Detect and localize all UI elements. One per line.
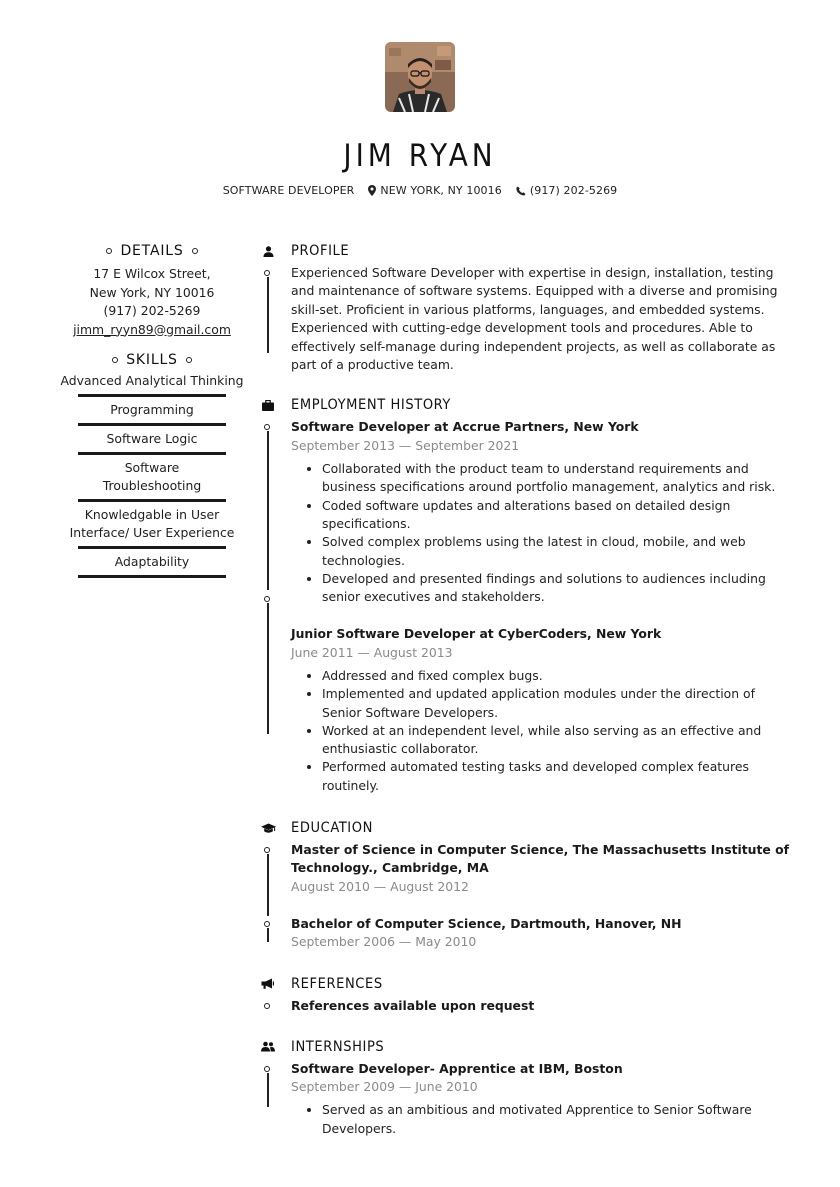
location-text: NEW YORK, NY 10016	[380, 184, 502, 197]
ring-icon	[106, 248, 112, 254]
degree-title: Master of Science in Computer Science, The Massachusetts Institute of Technology., Cambridge, MA	[291, 842, 790, 876]
bullet-item: • Collaborated with the product team to understand requirements and business specifications around portfolio management, analytics and risk.	[322, 460, 798, 497]
references-text: References available upon request	[291, 997, 535, 1013]
details-block	[58, 265, 246, 339]
phone-text: (917) 202-5269	[529, 184, 618, 197]
job-entry	[291, 625, 798, 795]
education-heading-label: EDUCATION	[291, 820, 373, 837]
skill-item	[78, 549, 226, 578]
internships-section	[258, 1036, 798, 1138]
references-section	[258, 973, 798, 1015]
timeline-line	[267, 431, 269, 590]
skill-item	[60, 371, 244, 397]
timeline-line	[267, 277, 269, 353]
skill-item	[69, 502, 235, 549]
profile-heading	[258, 240, 798, 262]
education-entry	[291, 841, 798, 896]
timeline-dot	[264, 270, 270, 276]
skill-label: Advanced Analytical Thinking	[60, 373, 244, 388]
address-line-2: New York, NY 10016	[89, 284, 215, 300]
people-icon	[261, 1041, 275, 1052]
degree-dates: September 2006 — May 2010	[291, 934, 477, 950]
map-pin-icon	[368, 185, 376, 196]
internship-bullets	[291, 1101, 798, 1138]
skill-label: Knowledgable in User Interface/ User Experience	[69, 507, 235, 540]
skills-heading-label: SKILLS	[126, 352, 178, 368]
timeline-dot	[264, 847, 270, 853]
briefcase-icon	[262, 400, 274, 411]
skills-heading	[58, 349, 246, 371]
address-line-1: 17 E Wilcox Street,	[93, 266, 211, 281]
person-icon	[263, 246, 274, 257]
left-column	[58, 240, 246, 578]
bullet-item: • Worked at an independent level, while also serving as an effective and enthusiastic collaborator.	[322, 722, 798, 759]
details-heading-label: DETAILS	[120, 243, 184, 259]
phone-icon	[516, 186, 526, 196]
details-phone: (917) 202-5269	[103, 303, 201, 318]
timeline-dot	[264, 1066, 270, 1072]
graduation-cap-icon	[261, 823, 276, 834]
bullet-item: • Implemented and updated application modules under the direction of Senior Software Developers.	[322, 685, 798, 722]
timeline-dot	[264, 596, 270, 602]
timeline-line	[267, 854, 269, 916]
skill-label: Adaptability	[114, 554, 190, 569]
internship-entry	[291, 1060, 798, 1138]
profile-photo	[385, 42, 455, 112]
references-heading-label: REFERENCES	[291, 975, 383, 992]
skills-list	[58, 371, 246, 578]
job-bullets	[291, 667, 798, 795]
timeline-dot	[264, 921, 270, 927]
bullet-item: • Developed and presented findings and solutions to audiences including senior executives and stakeholders.	[322, 570, 798, 607]
profile-text: Experienced Software Developer with expertise in design, installation, testing and maintenance of software systems. Equipped with a diverse and promising skill-set. Proficient in various platforms, languages, and embedded systems. Experienced with cutting-edge development tools and procedures. Able to effectively self-manage during independent projects, as well as collaborate as part of a productive team.	[291, 265, 778, 373]
skill-bar	[78, 575, 226, 578]
skill-label: Software Logic	[106, 431, 198, 446]
bullet-item: • Addressed and fixed complex bugs.	[322, 667, 798, 685]
internship-dates: September 2009 — June 2010	[291, 1079, 478, 1095]
ring-icon	[186, 357, 192, 363]
timeline-dot	[264, 1003, 270, 1009]
candidate-name: JIM RYAN	[343, 138, 497, 174]
internship-title: Software Developer- Apprentice at IBM, Boston	[291, 1060, 623, 1076]
contact-line	[0, 184, 840, 197]
ring-icon	[112, 357, 118, 363]
internships-heading	[258, 1036, 798, 1058]
skill-item	[78, 455, 226, 502]
email-link[interactable]: jimm_ryyn89@gmail.com	[73, 321, 231, 337]
skill-label: Software Troubleshooting	[102, 460, 202, 493]
bullet-item: • Coded software updates and alterations based on detailed design specifications.	[322, 497, 798, 534]
profile-section	[258, 240, 798, 374]
degree-title: Bachelor of Computer Science, Dartmouth, Hanover, NH	[291, 915, 682, 931]
job-dates: June 2011 — August 2013	[291, 644, 453, 660]
employment-content	[258, 418, 798, 795]
job-dates: September 2013 — September 2021	[291, 437, 520, 453]
skill-label: Programming	[110, 402, 194, 417]
location	[368, 184, 501, 197]
education-section	[258, 817, 798, 951]
education-entry	[291, 915, 798, 952]
skill-item	[78, 426, 226, 455]
profile-heading-label: PROFILE	[291, 243, 350, 259]
job-entry	[291, 418, 798, 606]
internships-heading-label: INTERNSHIPS	[291, 1038, 385, 1055]
job-bullets	[291, 460, 798, 606]
phone	[516, 184, 617, 197]
megaphone-icon	[261, 978, 275, 989]
bullet-item: • Performed automated testing tasks and developed complex features routinely.	[322, 758, 798, 795]
bullet-item: • Solved complex problems using the latest in cloud, mobile, and web technologies.	[322, 533, 798, 570]
details-heading	[58, 240, 246, 262]
references-heading	[258, 973, 798, 995]
right-column	[258, 240, 798, 1138]
timeline-dot	[264, 424, 270, 430]
employment-section	[258, 394, 798, 795]
bullet-item: • Served as an ambitious and motivated Apprentice to Senior Software Developers.	[322, 1101, 798, 1138]
job-title: Software Developer at Accrue Partners, New York	[291, 419, 639, 435]
job-title: SOFTWARE DEVELOPER	[222, 184, 355, 197]
degree-dates: August 2010 — August 2012	[291, 878, 469, 894]
internships-content	[258, 1060, 798, 1138]
ring-icon	[192, 248, 198, 254]
job-title: Junior Software Developer at CyberCoders, New York	[291, 626, 662, 642]
skill-item	[78, 397, 226, 426]
education-heading	[258, 817, 798, 839]
employment-heading	[258, 394, 798, 416]
timeline-line	[267, 603, 269, 734]
timeline-line	[267, 1073, 269, 1107]
timeline-line	[267, 928, 269, 942]
employment-heading-label: EMPLOYMENT HISTORY	[291, 397, 451, 414]
education-content	[258, 841, 798, 951]
references-content	[258, 997, 798, 1015]
profile-content	[258, 264, 798, 374]
